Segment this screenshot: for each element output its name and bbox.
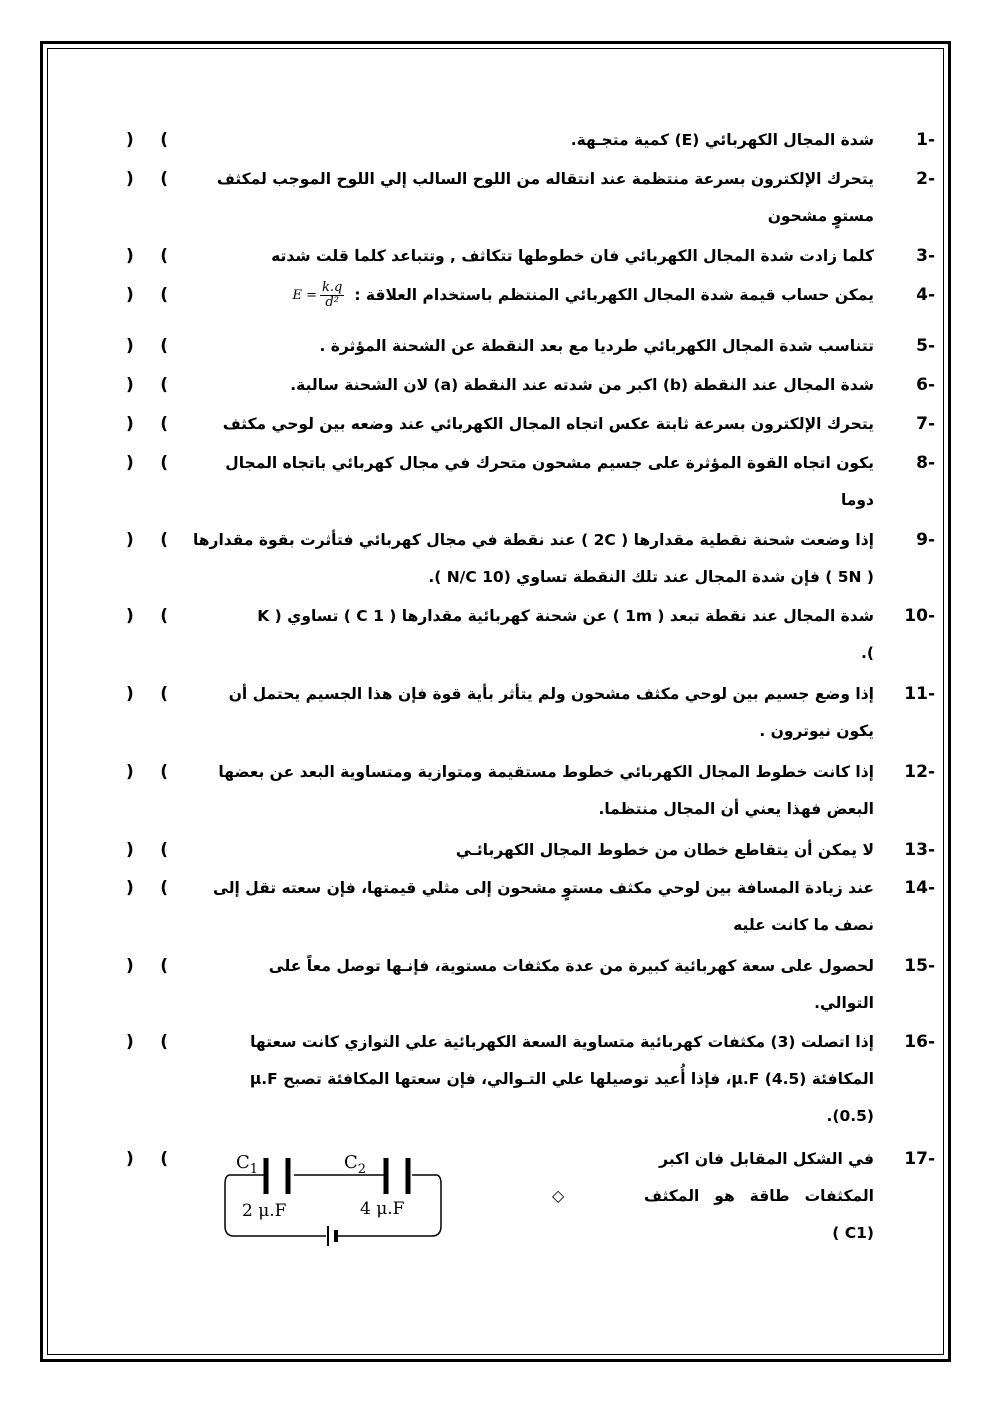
question-line [190,445,874,482]
c2-value: 4 μ.F [360,1199,405,1219]
electric-field-formula [292,281,344,310]
paren-right: ( [160,956,168,976]
question-line-text: ). [861,644,874,662]
question-text [190,406,874,443]
question-number: 15- [904,956,935,976]
paren-right: ( [160,606,168,626]
answer-choice-diamond[interactable]: ◇ [552,1186,565,1205]
question-line [190,907,874,944]
question-line [190,198,874,235]
question-line [644,1178,874,1252]
answer-parentheses[interactable] [126,684,168,704]
question-line-text: في الشكل المقابل فان اكبر [659,1150,874,1168]
question-text [190,522,874,596]
question-line [190,870,874,907]
question-line-text: المكافئة μ.F (4.5)، فإذا أُعيد توصيلها علي التـوالي، فإن سعتها المكافئة تصبح μ.F [249,1070,874,1088]
question-line-text: كلما زادت شدة المجال الكهربائي فان خطوطها تتكاثف , وتتباعد كلما قلت شدته [271,247,874,265]
question-line [190,522,874,559]
question-number: 12- [904,762,935,782]
paren-left: ) [126,285,134,305]
paren-left: ) [126,453,134,473]
question-number: 2- [916,169,935,189]
question-line [190,676,874,713]
question-number: 7- [916,414,935,434]
question-text [190,754,874,828]
question-line-text: لا يمكن أن يتقاطع خطان من خطوط المجال الكهربائـي [455,841,874,859]
paren-left: ) [126,1149,134,1169]
question-line-text: التوالي. [814,994,874,1012]
paren-right: ( [160,762,168,782]
paren-right: ( [160,1032,168,1052]
question-line [190,406,874,443]
c1-value: 2 μ.F [242,1201,287,1221]
question-number: 16- [904,1032,935,1052]
question-line-text: يتحرك الإلكترون بسرعة منتظمة عند انتقاله من اللوح السالب إلي اللوح الموجب لمكثف [216,170,874,188]
question-line [190,161,874,198]
question-line-text: المكثفات طاقة هو المكثف (C1 ) [644,1187,874,1242]
question-number: 3- [916,246,935,266]
paren-left: ) [126,684,134,704]
question-line [190,1061,874,1098]
question-line [190,713,874,750]
formula-numerator: k.q [321,280,343,295]
question-line-text: شدة المجال عند النقطة (b) اكبر من شدته عند النقطة (a) لان الشحنة سالبة. [290,376,874,394]
paren-left: ) [126,414,134,434]
question-line-text: (0.5). [826,1107,874,1125]
paren-left: ) [126,878,134,898]
answer-parentheses[interactable] [126,762,168,782]
question-line [190,367,874,404]
question-line-text: عند زيادة المسافة بين لوحي مكثف مستوٍ مشحون إلى مثلي قيمتها، فإن سعته تقل إلى [213,879,874,897]
answer-parentheses[interactable] [126,285,168,305]
question-line [190,791,874,828]
paren-left: ) [126,246,134,266]
paren-right: ( [160,285,168,305]
question-line [190,328,874,365]
question-line [190,1098,874,1135]
paren-right: ( [160,453,168,473]
answer-parentheses[interactable] [126,414,168,434]
question-number: 9- [916,530,935,550]
question-line-text: دوما [840,491,874,509]
question-line-text: إذا وضع جسيم بين لوحي مكثف مشحون ولم يتأثر بأية قوة فإن هذا الجسيم يحتمل أن [228,685,874,703]
question-text [190,238,874,275]
question-line [190,238,874,275]
question-number: 6- [916,375,935,395]
paren-left: ) [126,169,134,189]
question-line-text: إذا وضعت شحنة نقطية مقدارها ( 2C ) عند نقطة في مجال كهربائي فتأثرت بقوة مقدارها [192,531,874,549]
question-text [190,328,874,365]
question-text [190,948,874,1022]
formula-lhs: E = [292,288,317,303]
answer-parentheses[interactable] [126,1032,168,1052]
answer-parentheses[interactable] [126,1149,168,1169]
question-text [190,445,874,519]
question-number: 1- [916,130,935,150]
paren-right: ( [160,130,168,150]
paren-right: ( [160,878,168,898]
question-line-text: تتناسب شدة المجال الكهربائي طرديا مع بعد النقطة عن الشحنة المؤثرة . [319,337,874,355]
question-line [190,277,874,314]
question-line-text: يتحرك الإلكترون بسرعة ثابتة عكس اتجاه المجال الكهربائي عند وضعه بين لوحي مكثف [222,415,874,433]
question-text [190,870,874,944]
answer-parentheses[interactable] [126,375,168,395]
question-line-text: يمكن حساب قيمة شدة المجال الكهربائي المنتظم باستخدام العلاقة : [354,286,874,304]
paren-left: ) [126,606,134,626]
paren-right: ( [160,840,168,860]
question-line-text: نصف ما كانت عليه [733,916,874,934]
answer-parentheses[interactable] [126,453,168,473]
question-line [190,482,874,519]
answer-parentheses[interactable] [126,956,168,976]
question-text [190,1024,874,1135]
paren-right: ( [160,684,168,704]
question-line-text: شدة المجال عند نقطة تبعد ( 1m ) عن شحنة كهربائية مقدارها ( 1 C ) تساوي ( K [257,607,874,625]
question-number: 10- [904,606,935,626]
question-number: 11- [904,684,935,704]
answer-parentheses[interactable] [126,530,168,550]
question-line [190,832,874,869]
paren-left: ) [126,130,134,150]
question-line [190,598,874,635]
question-text [190,598,874,672]
question-line-text: ( 5N ) فإن شدة المجال عند تلك النقطة تساوي (10 N/C ). [428,568,874,586]
paren-right: ( [160,246,168,266]
question-line-text: البعض فهذا يعني أن المجال منتظما. [598,800,874,818]
formula-denominator: d² [325,295,339,310]
question-text [190,122,874,159]
paren-left: ) [126,956,134,976]
capacitor-circuit-diagram [222,1150,446,1250]
paren-left: ) [126,1032,134,1052]
question-line [190,559,874,596]
paren-right: ( [160,375,168,395]
question-number: 13- [904,840,935,860]
paren-right: ( [160,414,168,434]
c1-label: $C_1$ [236,1152,259,1177]
paren-left: ) [126,840,134,860]
question-line [644,1141,874,1178]
question-line [190,948,874,985]
question-text [190,161,874,235]
paren-right: ( [160,530,168,550]
question-number: 17- [904,1149,935,1169]
question-line [190,122,874,159]
paren-left: ) [126,336,134,356]
answer-parentheses[interactable] [126,606,168,626]
answer-parentheses[interactable] [126,169,168,189]
question-text [190,277,874,314]
question-line [190,1024,874,1061]
question-line-text: إذا اتصلت (3) مكثفات كهربائية متساوية السعة الكهربائية علي التوازي كانت سعتها [250,1033,874,1051]
question-number: 8- [916,453,935,473]
question-number: 5- [916,336,935,356]
question-line-text: يكون نيوترون . [759,722,874,740]
question-line [190,985,874,1022]
question-line-text: مستوٍ مشحون [767,207,874,225]
question-line [190,635,874,672]
question-text [644,1141,874,1252]
question-text [190,676,874,750]
paren-left: ) [126,530,134,550]
paren-left: ) [126,762,134,782]
question-line-text: يكون اتجاه القوة المؤثرة على جسيم مشحون متحرك في مجال كهربائي باتجاه المجال [225,454,874,472]
paren-left: ) [126,375,134,395]
question-number: 4- [916,285,935,305]
paren-right: ( [160,336,168,356]
answer-parentheses[interactable] [126,130,168,150]
question-text [190,367,874,404]
paren-right: ( [160,1149,168,1169]
c2-label: $C_2$ [344,1152,367,1177]
answer-parentheses[interactable] [126,246,168,266]
paren-right: ( [160,169,168,189]
question-number: 14- [904,878,935,898]
formula-fraction [320,281,344,310]
answer-parentheses[interactable] [126,878,168,898]
question-line-text: لحصول على سعة كهربائية كبيرة من عدة مكثفات مستوية، فإنـها توصل معاً على [268,957,874,975]
question-line [190,754,874,791]
answer-parentheses[interactable] [126,840,168,860]
question-line-text: إذا كانت خطوط المجال الكهربائي خطوط مستقيمة ومتوازية ومتساوية البعد عن بعضها [218,763,874,781]
question-line-text: شدة المجال الكهربائي (E) كمية متجـهة. [570,131,874,149]
answer-parentheses[interactable] [126,336,168,356]
question-text [190,832,874,869]
